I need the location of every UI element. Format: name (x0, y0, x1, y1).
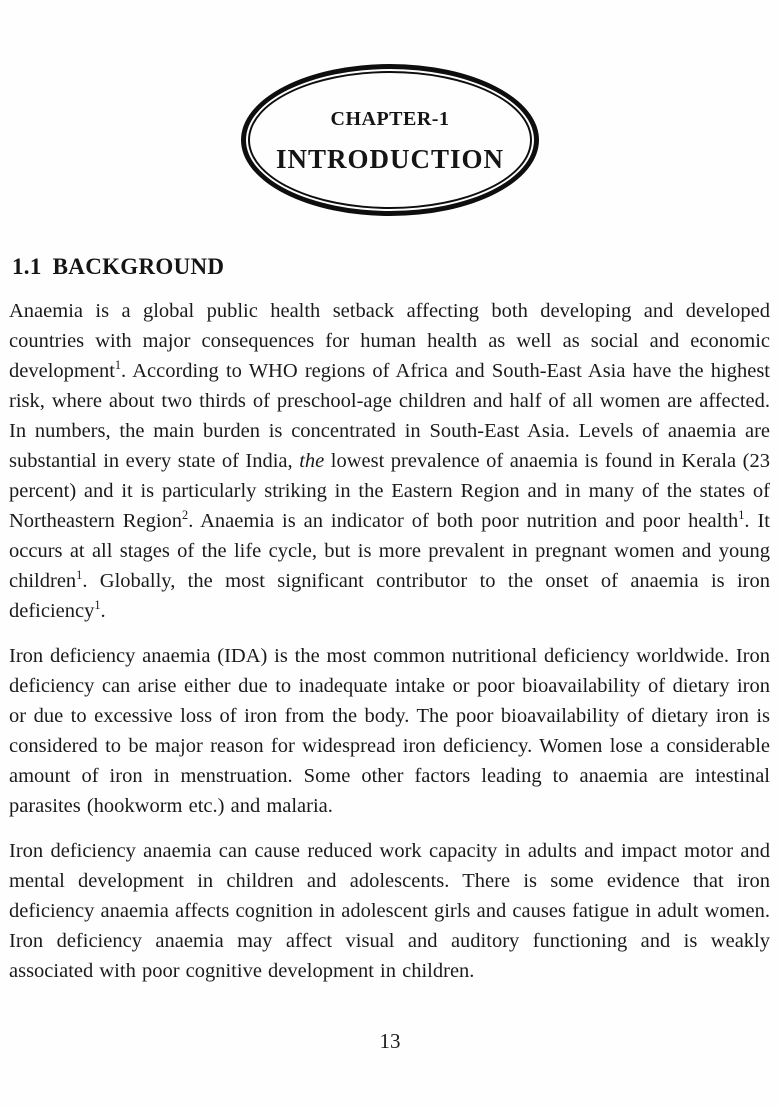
paragraph-background-2: Iron deficiency anaemia (IDA) is the most common nutritional deficiency worldwide. Iron deficiency can arise either due to inadequate intake or poor bioavailability of dietary iron or due to excessive loss of iron from the body. The poor bioavailability of dietary iron is considered to be major reason for widespread iron deficiency. Women lose a considerable amount of iron in menstruation. Some other factors leading to anaemia are intestinal parasites (hookworm etc.) and malaria. (9, 645, 770, 817)
paragraph-1-text-segment: . Anaemia is an indicator of both poor nutrition and poor health (188, 510, 739, 532)
section-number: 1.1 (12, 254, 42, 279)
section-title: BACKGROUND (52, 254, 225, 279)
footnote-reference: 1 (76, 568, 83, 583)
chapter-badge-oval (241, 64, 539, 216)
section-heading (12, 254, 770, 280)
chapter-label: CHAPTER-1 (330, 107, 450, 130)
paragraph-1-text-segment: . (100, 600, 106, 622)
footnote-reference: 2 (182, 508, 189, 523)
paragraph-1-text-segment: Anaemia is a global public health setback affecting both developing and developed countries with major consequences for human health as well as social and economic development (9, 300, 770, 382)
chapter-title: INTRODUCTION (275, 143, 505, 174)
page-number: 13 (379, 1029, 401, 1053)
chapter-badge-inner-ring (248, 71, 532, 209)
paragraph-1-text-segment: lowest prevalence of anaemia is found in Kerala (23 percent) and it is particularly striking in the Eastern Region and in many of the states of Northeastern Region (9, 450, 770, 532)
footnote-reference: 1 (738, 508, 745, 523)
paragraph-1-text-segment: . Globally, the most significant contributor to the onset of anaemia is iron deficiency (9, 570, 770, 622)
paragraph-background-3: Iron deficiency anaemia can cause reduced work capacity in adults and impact motor and mental development in children and adolescents. There is some evidence that iron deficiency anaemia affects cognition in adolescent girls and causes fatigue in adult women. Iron deficiency anaemia may affect visual and auditory functioning and is weakly associated with poor cognitive development in children. (9, 840, 770, 982)
footnote-reference: 1 (114, 358, 122, 373)
italic-word: the (299, 450, 325, 472)
paragraph-1-text-segment: . It occurs at all stages of the life cycle, but is more prevalent in pregnant women and young children (9, 510, 770, 592)
paragraph-background-1 (9, 296, 770, 626)
footnote-reference: 1 (94, 598, 101, 613)
paragraph-1-text-segment: . According to WHO regions of Africa and South-East Asia have the highest risk, where about two thirds of preschool-age children and half of all women are affected. In numbers, the main burden is concentrated in South-East Asia. Levels of anaemia are substantial in every state of India, (9, 360, 770, 472)
page-content (0, 254, 780, 986)
